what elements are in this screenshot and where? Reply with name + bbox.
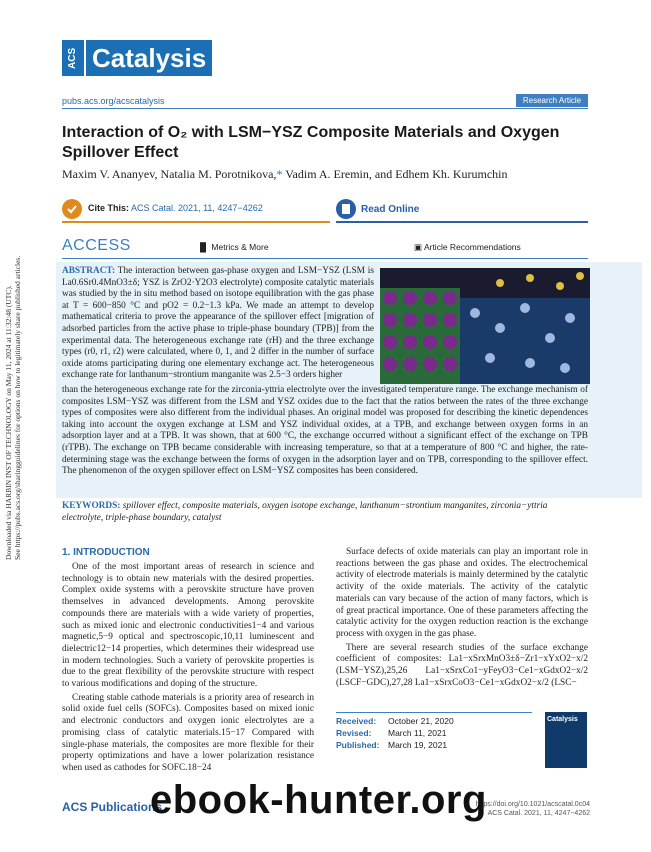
intro-column-2 [336,547,588,691]
metrics-label: Metrics & More [211,242,269,252]
intro-column-1 [62,562,314,777]
read-online-label[interactable]: Read Online [361,204,420,215]
download-note-line1: Downloaded via HARBIN INST OF TECHNOLOGY on May 11, 2024 at 11:32:48 (UTC). [4,285,13,560]
intro-paragraph: Creating stable cathode materials is a priority area of research in solid oxide fuel cells (SOFCs). Composites based on mixed ionic and electronic conductors and oxygen ionic electrolytes are a promising class of catalytic materials.15−17 Compared with single-phase materials, the composites are more flexible for their property optimizations and have a lower polarization resistance when used as cathodes for SOFC.18−24 [62,692,314,773]
recommendations-label: Article Recommendations [423,242,521,252]
read-online-icon [336,199,356,219]
intro-heading: 1. INTRODUCTION [62,547,150,558]
header-rule [62,108,588,109]
access-rule [62,258,588,259]
cite-text [88,203,263,213]
download-note-line2: See https://pubs.acs.org/sharingguidelines for options on how to legitimately share published articles. [13,255,22,560]
cite-reference[interactable]: ACS Catal. 2021, 11, 4247−4262 [131,203,263,213]
authors [62,167,592,182]
logo-acs: ACS [62,40,84,76]
footer-doi[interactable]: https://doi.org/10.1021/acscatal.0c04 [475,801,590,808]
corresponding-author-mark[interactable]: * [276,167,283,181]
cover-title: Catalysis [547,716,578,723]
intro-paragraph: One of the most important areas of research in science and technology is to obtain new materials with the desired properties. Complex oxide systems with a perovskite structure have proven themselves in advanced developments. Among perovskite compounds there are materials with a wide variety of properties, such as mixed ionic and electronic conductivities1−4 and various magnetic,5−9 optical and spectroscopic,10,11 luminescent and dielectric12−14 properties, which determines their widespread use in modern technologies. Such a variety of perovskite properties is due to the great flexibility of the perovskite structure with respect to various modifications and doping of the structure. [62,562,314,690]
revised-label: Revised: [336,728,372,738]
published-label: Published: [336,740,380,750]
recommendations-link[interactable] [414,242,521,253]
cite-label: Cite This: [88,203,130,213]
access-label: ACCESS [62,237,131,254]
authors-rest[interactable]: Vadim A. Eremin, and Edhem Kh. Kurumchin [282,167,508,181]
received-label: Received: [336,716,377,726]
abstract-text-1: The interaction between gas-phase oxygen and LSM−YSZ (LSM is La0.6Sr0.4MnO3±δ; YSZ is ZrO2·Y2O3 electrolyte) composite catalytic materials was studied by the in situ method based on isotope equilibration with the gas phase at T = 600−850 °C and pO2 = 0.2−1.3 kPa. We made an attempt to develop mathematical criteria to prove the appearance of the spillover effect [migration of adsorbed particles from the active phase to triple-phase boundary (TPB)] from the experimental data. The heterogeneous exchange rate (rH) and the three exchange types (r0, r1, r2) were calculated, where 0, 1, and 2 differ in the number of surface oxide atoms participating during one elementary exchange act. The heterogeneous exchange rate for lanthanum−strontium manganite was 2.5−3 orders higher [62,266,375,381]
intro-paragraph: There are several research studies of the surface exchange coefficient of composites: La1−xSrxMnO3±δ−Zr1−xYxO2−x/2 (LSM−YSZ),25,26 La1−xSrxCo1−yFeyO3−Ce1−xGdxO2−x/2 (LSCF−GDC),27,28 La1−xSrxCoO3−Ce1−xGdxO2−x/2 (LSC− [336,642,588,688]
publication-dates [336,715,536,751]
abstract-part2: than the heterogeneous exchange rate for the zirconia-yttria electrolyte over the investigated temperature range. The exchange mechanism of composites LSM−YSZ was different from the LSM and YSZ oxides due to the fact that the ratios between the rates of the three exchange types of composites were also different from the individual phases. An original model was proposed for describing the kinetic dependences taking into account the oxygen exchange at LSM and YSZ individual oxides, at a TPB, and exchange between oxygen forms in an adsorption layer and at a TPB. It was shown, that at 600 °C, the exchange occurred without a significant effect of the exchange on TPB (rTPB). The exchange on TPB became considerable with increasing temperature, so that at a temperature of 800 °C and higher, the rate-determining stage was the exchange between the forms of oxygen in the adsorption layer and on TPB, corresponding to the spillover effect. The phenomenon of the oxygen spillover effect on LSM−YSZ composites has been considered. [62,385,588,477]
footer-reference: ACS Catal. 2021, 11, 4247−4262 [487,810,590,817]
article-type-badge: Research Article [516,94,588,107]
journal-logo[interactable] [62,40,222,76]
keywords-label: KEYWORDS: [62,501,121,511]
intro-paragraph: Surface defects of oxide materials can play an important role in reactions between the gas phase and oxides. The electrochemical activity of electrode materials is mainly determined by the catalytic activity of the oxide materials. The activity of the catalytic materials can vary because of the action of many factors, which is of great practical importance. One of these parameters affecting the catalytic activity for the oxygen reduction reaction is the exchange process with oxygen in the gas phase. [336,547,588,639]
dates-rule [336,712,532,713]
cite-icon [62,199,82,219]
acs-publications-logo[interactable]: ACS Publications [62,800,163,814]
journal-url[interactable]: pubs.acs.org/acscatalysis [62,96,165,106]
received-date: October 21, 2020 [388,716,454,726]
published-date: March 19, 2021 [388,740,448,750]
authors-first[interactable]: Maxim V. Ananyev, Natalia M. Porotnikova, [62,167,277,181]
toc-graphic [380,268,590,384]
keywords [62,501,588,524]
logo-word: Catalysis [86,40,212,76]
abstract-label: ABSTRACT: [62,266,116,276]
metrics-link[interactable] [197,242,269,252]
footer-citation [470,800,590,818]
download-note [4,255,22,560]
abstract-part1 [62,266,374,382]
revised-date: March 11, 2021 [388,728,447,738]
article-title: Interaction of O₂ with LSM−YSZ Composite Materials and Oxygen Spillover Effect [62,124,560,161]
keywords-text: spillover effect, composite materials, oxygen isotope exchange, lanthanum−strontium manganites, zirconia−yttria electrolyte, triple-phase boundary, catalyst [62,501,548,523]
watermark: ebook-hunter.org [150,778,487,822]
recommendations-icon: ▣ [414,242,424,252]
bar-chart-icon: ▐▌ [197,242,212,252]
